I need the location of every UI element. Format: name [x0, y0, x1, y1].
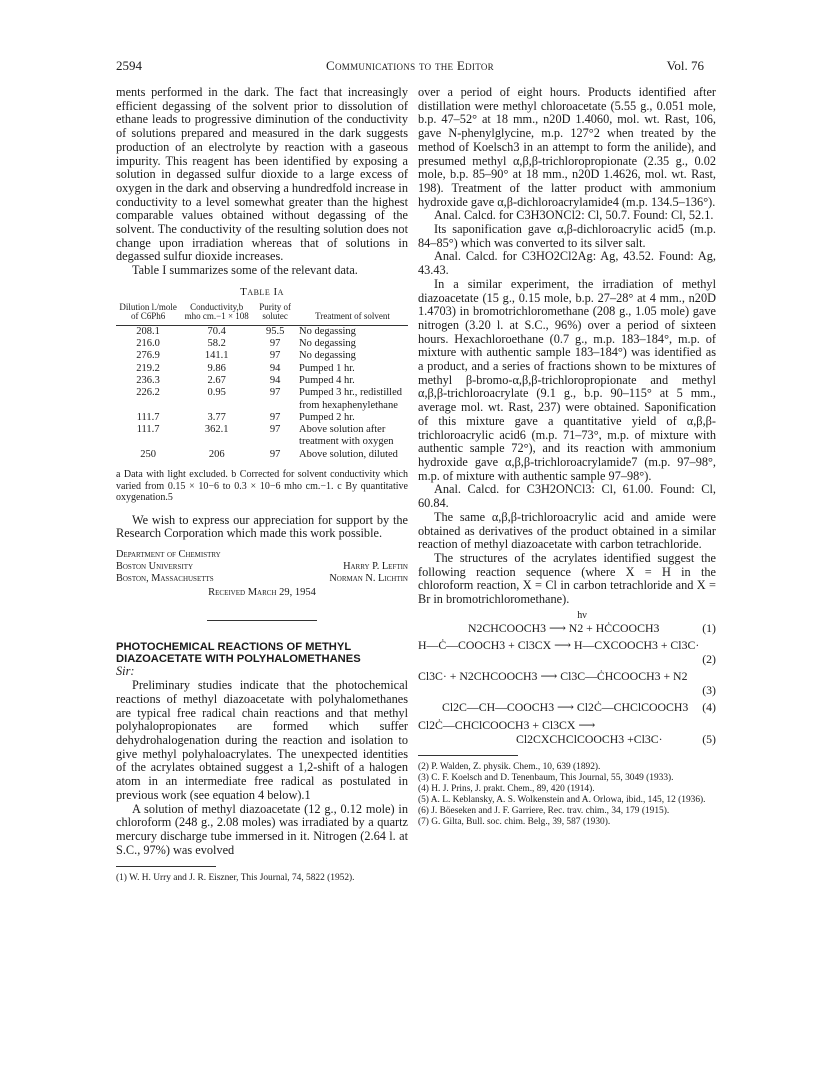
- column-header: Conductivity,b mho cm.−1 × 108: [180, 303, 253, 326]
- author-name: Norman N. Lichtin: [329, 573, 408, 585]
- paragraph: Anal. Calcd. for C3H2ONCl3: Cl, 61.00. Found: Cl, 60.84.: [418, 482, 716, 511]
- city: Boston, Massachusetts: [116, 573, 214, 585]
- footnote-rule: [418, 755, 518, 756]
- table-cell: 58.2: [207, 338, 226, 350]
- table-cell: 141.1: [204, 350, 229, 362]
- table-cell: 362.1: [204, 424, 229, 436]
- table-cell: 111.7: [136, 424, 160, 436]
- paragraph: The same α,β,β-trichloroacrylic acid and amide were obtained as derivatives of the product obtained in a similar reaction of methyl diazoacetate with carbon tetrachloride.: [418, 509, 716, 552]
- table-row: [116, 363, 408, 375]
- paragraph: Table I summarizes some of the relevant data.: [132, 263, 358, 278]
- footnote-rule: [116, 866, 216, 867]
- university: Boston University: [116, 561, 194, 573]
- footnote: (6) J. Böeseken and J. F. Garriere, Rec. trav. chim., 34, 179 (1915).: [418, 805, 670, 816]
- equation: Cl2C—CH—COOCH3 ⟶ Cl2Ċ—CHClCOOCH3: [442, 699, 689, 714]
- table-row: [116, 375, 408, 387]
- paragraph: Preliminary studies indicate that the photochemical reactions of methyl diazoacetate with polyhalomethanes are typical free radical chain reactions and that methyl polyhalopropionates are formed which suffer dehydrohalogenation during the reaction and isolation to give methyl polyhaloacrylates. The unexpected identities of the acrylates obtained suggest a 1,2-shift of a halogen atom in an intermediate free radical as postulated in previous work (see equation 4 below).1: [116, 678, 408, 802]
- table-cell: 111.7: [136, 411, 160, 423]
- page-header: [116, 58, 704, 76]
- table-cell: 208.1: [136, 325, 160, 337]
- paragraph: over a period of eight hours. Products identified after distillation were methyl chloroacetate (5.55 g., 0.051 mole, b.p. 47–52° at 18 mm., n20D 1.4060, mol. wt. Rast, 106, gave N-phenylglycine, m.p. 127°2 when treated by the method of Koelsch3 in an attempt to form the anilide), and presumed methyl α,β,β-trichloropropionate (2.35 g., 0.02 mole, b.p. 85–90° at 18 mm., n20D 1.4626, mol. wt. Rast, 198). Treatment of the latter product with ammonium hydroxide gave α,β-dichloroacrylamide4 (m.p. 134.5–136°).: [418, 85, 716, 209]
- table-cell: 219.2: [136, 362, 160, 374]
- table-row: [116, 449, 408, 461]
- table-cell: No degassing: [299, 350, 356, 362]
- table-cell: 95.5: [265, 325, 285, 337]
- column-header: Purity of solutec: [253, 303, 297, 326]
- salutation: Sir:: [116, 664, 135, 679]
- paragraph: We wish to express our appreciation for support by the Research Corporation which made this work possible.: [116, 512, 408, 541]
- table-cell: 2.67: [207, 374, 226, 386]
- paragraph: Anal. Calcd. for C3H3ONCl2: Cl, 50.7. Found: Cl, 52.1.: [434, 208, 714, 223]
- divider: [207, 620, 317, 621]
- table-row: [116, 325, 408, 338]
- table-cell: Pumped 4 hr.: [299, 374, 355, 386]
- paragraph: The structures of the acrylates identified suggest the following reaction sequence (where X = H in the chloroform reaction, X = Cl in carbon tetrachloride and X = Br in bromotrichloromethane).: [418, 550, 716, 607]
- table-cell: 94: [269, 362, 281, 374]
- paragraph: In a similar experiment, the irradiation of methyl diazoacetate (15 g., 0.15 mole, b.p. 27–28° at 4 mm., n20D 1.4703) in bromotrichloromethane (208 g., 1.05 mole) gave nitrogen (3.20 l. at S.C., 96%) over a period of sixteen hours. Hexachloroethane (0.7 g., m.p. 183–184°, m.p. of mixture with authentic sample 183–184°) was identified as a product, and a series of fractions shown to be mixtures of methyl β-bromo-α,β,β-trichloropropionate and methyl α,β,β-trichloroacrylate (9.1 g., b.p. 90–115° at 5 mm., average mol. wt. Rast, 237) were obtained. Saponification of this mixture gave a quantitative yield of α,β,β-trichloroacrylic acid6 (m.p. 71–73°, m.p. of mixture with authentic sample 72°), and its reaction with ammonium hydroxide gave α,β,β-trichloroacrylamide7 (m.p. 97–98°, m.p. of mixture with authentic sample 97–98°).: [418, 276, 716, 483]
- equation-number: (1): [702, 620, 716, 635]
- department: Department of Chemistry: [116, 549, 221, 561]
- data-table: [116, 303, 408, 461]
- table-cell: 236.3: [136, 374, 160, 386]
- table-cell: 97: [269, 338, 281, 350]
- footnote: (5) A. L. Keblansky, A. S. Wolkenstein and A. Orlowa, ibid., 145, 12 (1936).: [418, 794, 706, 805]
- author-name: Harry P. Leftin: [343, 561, 408, 573]
- paragraph: ments performed in the dark. The fact that increasingly efficient degassing of the solvent prior to dissolution of ethane leads to progressive diminution of the conductivity of solutions prepared and measured in the dark suggests production of an electrolyte by reaction with a gaseous impurity. This reagent has been identified by exposing a solution in degassed sulfur dioxide to a large excess of oxygen in the dark and observing a hundredfold increase in conductivity to a level somewhat greater than the highest comparable values obtained without degassing of the solvent. The conductivity of the resulting solution does not change upon irradiation whereas that of solutions in degassed sulfur dioxide increases.: [116, 85, 408, 264]
- equation-number: (2): [702, 651, 716, 666]
- table-cell: 97: [269, 424, 281, 436]
- table-cell: 276.9: [136, 350, 160, 362]
- page-number: 2594: [116, 58, 142, 73]
- equation: Cl3C· + N2CHCOOCH3 ⟶ Cl3C—ĊHCOOCH3 + N2: [418, 668, 688, 683]
- table-cell: 206: [208, 448, 225, 460]
- table-caption: Table Ia: [240, 285, 284, 298]
- equation: Cl2Ċ—CHClCOOCH3 + Cl3CX ⟶: [418, 717, 596, 732]
- footnote-list: [418, 762, 716, 828]
- right-column: [418, 86, 716, 828]
- paragraph: Anal. Calcd. for C3HO2Cl2Ag: Ag, 43.52. Found: Ag, 43.43.: [418, 249, 716, 278]
- table-cell: 94: [269, 374, 281, 386]
- equation-number: (4): [702, 699, 716, 714]
- table-row: [116, 412, 408, 424]
- table-row: [116, 387, 408, 412]
- table-cell: 97: [269, 448, 281, 460]
- table-cell: Above solution, diluted: [299, 448, 398, 460]
- footnote: (7) G. Gilta, Bull. soc. chim. Belg., 39, 587 (1930).: [418, 816, 611, 827]
- footnote: (2) P. Walden, Z. physik. Chem., 10, 639 (1892).: [418, 761, 601, 772]
- table-cell: Pumped 2 hr.: [299, 411, 355, 423]
- table-cell: Pumped 1 hr.: [299, 362, 355, 374]
- table-cell: No degassing: [299, 338, 356, 350]
- column-header: Treatment of solvent: [297, 303, 408, 326]
- footnote: (3) C. F. Koelsch and D. Tenenbaum, This Journal, 55, 3049 (1933).: [418, 772, 674, 783]
- equation: Cl2CXCHClCOOCH3 +Cl3C·: [516, 731, 663, 746]
- affiliation-block: [116, 549, 408, 585]
- equation: N2CHCOOCH3 ⟶ N2 + HĊCOOCH3: [468, 620, 660, 635]
- column-header: Dilution l./mole of C6Ph6: [116, 303, 180, 326]
- footnote: (1) W. H. Urry and J. R. Eiszner, This Journal, 74, 5822 (1952).: [116, 873, 355, 884]
- table-cell: No degassing: [299, 325, 356, 337]
- table-cell: 9.86: [207, 362, 226, 374]
- equation-block: [418, 611, 716, 746]
- equation: H—Ċ—COOCH3 + Cl3CX ⟶ H—CXCOOCH3 + Cl3C·: [418, 637, 700, 652]
- table-cell: 216.0: [136, 338, 160, 350]
- table-row: [116, 350, 408, 362]
- equation-number: (3): [702, 682, 716, 697]
- table-cell: 3.77: [207, 411, 226, 423]
- paragraph: Its saponification gave α,β-dichloroacrylic acid5 (m.p. 84–85°) which was converted to its silver salt.: [418, 222, 716, 250]
- volume-label: Vol. 76: [666, 58, 704, 73]
- table-header-row: [116, 303, 408, 326]
- table-cell: Above solution after treatment with oxygen: [299, 424, 394, 448]
- received-date: Received March 29, 1954: [208, 587, 316, 599]
- article-title: PHOTOCHEMICAL REACTIONS OF METHYL DIAZOACETATE WITH POLYHALOMETHANES: [116, 640, 361, 666]
- table-footnote: a Data with light excluded. b Corrected for solvent conductivity which varied from 0.15 × 10−6 to 0.3 × 10−6 mho cm.−1. c By quantitative oxygenation.5: [116, 469, 408, 504]
- equation-number: (5): [702, 731, 716, 746]
- footnote: (4) H. J. Prins, J. prakt. Chem., 89, 420 (1914).: [418, 783, 595, 794]
- table-cell: 226.2: [136, 387, 160, 399]
- table-cell: 97: [269, 387, 281, 399]
- table-cell: 97: [269, 350, 281, 362]
- paragraph: A solution of methyl diazoacetate (12 g., 0.12 mole) in chloroform (248 g., 2.08 moles) was irradiated by a quartz mercury discharge tube immersed in it. Nitrogen (2.64 l. at S.C., 97%) was evolved: [116, 801, 408, 857]
- equation-hv-label: hν: [577, 609, 587, 621]
- table-cell: 97: [269, 411, 281, 423]
- table-cell: Pumped 3 hr., redistilled from hexaphenylethane: [299, 387, 402, 411]
- table-row: [116, 424, 408, 449]
- running-title: Communications to the Editor: [326, 58, 494, 73]
- left-column: [116, 86, 408, 884]
- table-row: [116, 338, 408, 350]
- table-cell: 0.95: [207, 387, 226, 399]
- table-cell: 250: [140, 448, 156, 460]
- table-cell: 70.4: [207, 325, 226, 337]
